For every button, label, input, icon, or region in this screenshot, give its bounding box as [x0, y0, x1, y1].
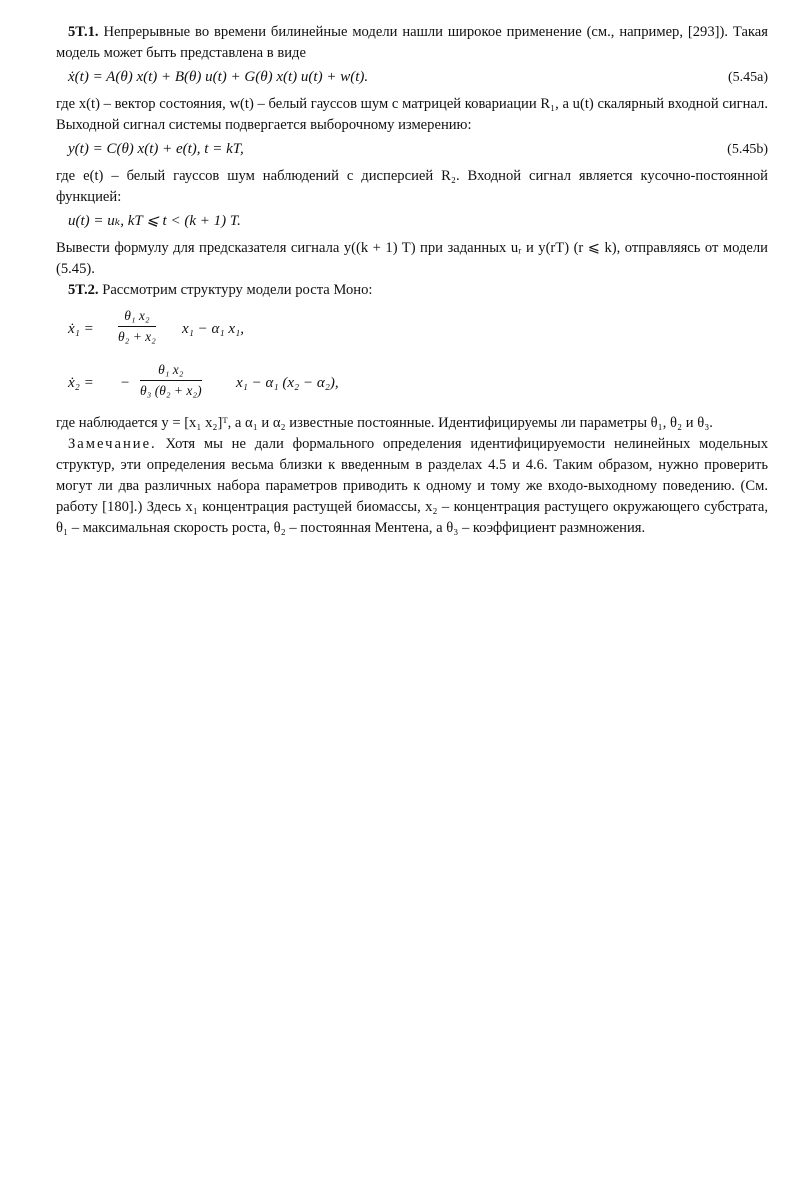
problem-5t1-text: Непрерывные во времени билинейные модели нашли широкое применение (см., например, [293]). Такая модель может быть представлена в виде: [56, 24, 768, 61]
equation-5-45a: [56, 65, 768, 90]
monod-eq1-rest: x₁ − α₁ x₁,: [182, 321, 244, 337]
equation-5-45a-body: ẋ(t) = A(θ) x(t) + B(θ) u(t) + G(θ) x(t) u(t) + w(t).: [68, 69, 369, 85]
problem-5t2-label: 5T.2.: [68, 282, 99, 298]
problem-5t1-intro: [56, 22, 768, 64]
equation-5-45b-number: (5.45b): [727, 142, 768, 157]
page-content: [56, 22, 768, 539]
equation-5-45a-number: (5.45a): [727, 70, 768, 85]
remark-label: Замечание.: [68, 436, 157, 452]
equation-piecewise-input-body: u(t) = uₖ, kT ⩽ t < (k + 1) T.: [68, 213, 241, 229]
monod-eq1-fraction: [118, 307, 156, 346]
monod-eq2-lhs: ẋ₂ =: [68, 375, 94, 391]
problem-5t2-text: Рассмотрим структуру модели роста Моно:: [102, 282, 373, 298]
monod-eq2-denominator: θ₃ (θ₂ + x₂): [140, 383, 202, 398]
equation-5-45b: [56, 137, 768, 162]
problem-5t2-question: где наблюдается y = [x₁ x₂]ᵀ, а α₁ и α₂ известные постоянные. Идентифицируемы ли параметры θ₁, θ₂ и θ₃.: [56, 415, 713, 431]
monod-eq1-denominator: θ₂ + x₂: [118, 329, 156, 344]
problem-5t1-state-description: где x(t) – вектор состояния, w(t) – белый гауссов шум с матрицей ковариации R₁, а u(t) скалярный входной сигнал. Выходной сигнал системы подвергается выборочному измерению:: [56, 96, 768, 133]
equation-piecewise-input: [56, 209, 768, 234]
equation-5-45b-body: y(t) = C(θ) x(t) + e(t), t = kT,: [68, 141, 244, 157]
monod-eq2-numerator: θ₁ x₂: [140, 361, 202, 381]
problem-5t2-remark: [56, 434, 768, 539]
monod-eq2-sign: −: [120, 375, 131, 391]
monod-eq2-rest: x₁ − α₁ (x₂ − α₂),: [236, 375, 339, 391]
problem-5t1-label: 5T.1.: [68, 24, 99, 40]
monod-eq1-numerator: θ₁ x₂: [118, 307, 156, 327]
problem-5t1-task: Вывести формулу для предсказателя сигнала y((k + 1) T) при заданных uᵣ и y(rT) (r ⩽ k), отправляясь от модели (5.45).: [56, 240, 768, 277]
monod-eq1-lhs: ẋ₁ =: [68, 321, 94, 337]
monod-equation-1: [56, 307, 768, 355]
problem-5t1-noise-description: где e(t) – белый гауссов шум наблюдений с дисперсией R₂. Входной сигнал является кусочно-постоянной функцией:: [56, 168, 768, 205]
monod-equation-2: [56, 361, 768, 409]
problem-5t2-intro: [56, 280, 768, 301]
monod-eq2-fraction: [140, 361, 202, 400]
remark-text: Хотя мы не дали формального определения идентифицируемости нелинейных модельных структур, эти определения весьма близки к введенным в разделах 4.5 и 4.6. Таким образом, нужно проверить могут ли два различных набора параметров приводить к одному и тому же входо-выходному поведению. (См. работу [180].) Здесь x₁ концентрация растущей биомассы, x₂ – концентрация растущего окружающего субстрата, θ₁ – максимальная скорость роста, θ₂ – постоянная Ментена, а θ₃ – коэффициент размножения.: [56, 436, 769, 536]
